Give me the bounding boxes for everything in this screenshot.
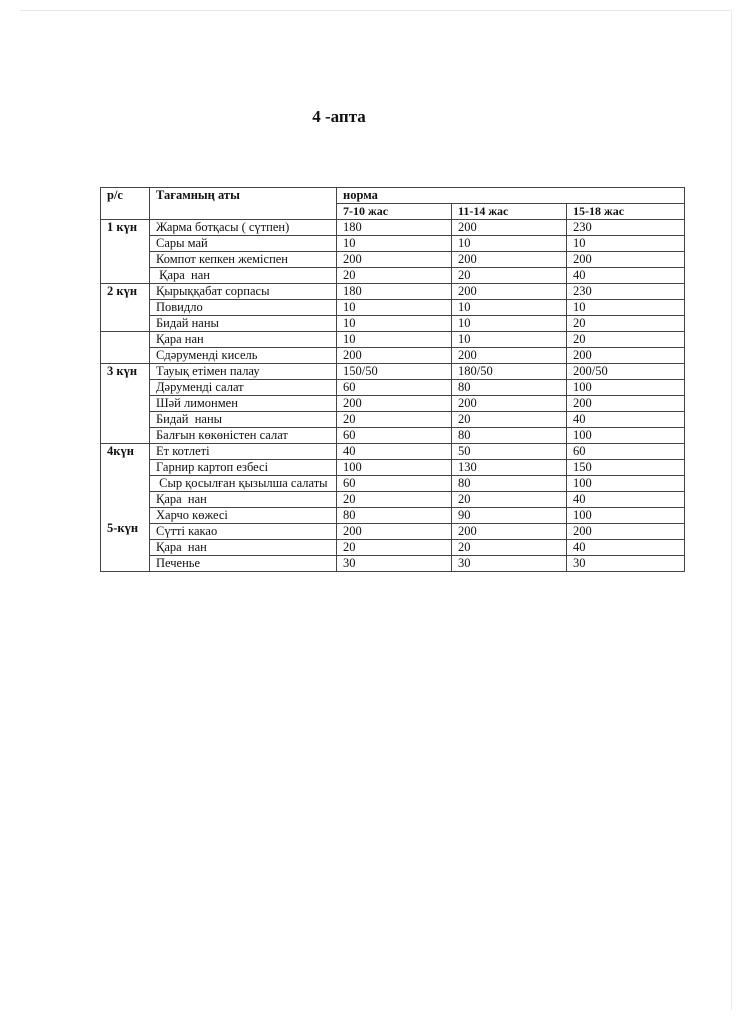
table-row bbox=[101, 444, 685, 460]
norm-value: 40 bbox=[567, 268, 685, 284]
table-row bbox=[101, 236, 685, 252]
norm-value: 200 bbox=[567, 348, 685, 364]
day-cell bbox=[101, 220, 150, 284]
norm-value: 20 bbox=[452, 492, 567, 508]
norm-value: 230 bbox=[567, 284, 685, 300]
norm-value: 20 bbox=[452, 540, 567, 556]
dish-name: Компот кепкен жемiспен bbox=[150, 252, 337, 268]
norm-value: 20 bbox=[337, 412, 452, 428]
table-row bbox=[101, 476, 685, 492]
norm-value: 10 bbox=[337, 300, 452, 316]
norm-value: 10 bbox=[452, 332, 567, 348]
header-age: 7-10 жас bbox=[337, 204, 452, 220]
norm-value: 10 bbox=[337, 332, 452, 348]
norm-value: 20 bbox=[337, 268, 452, 284]
dish-name: Сдәрумендi кисель bbox=[150, 348, 337, 364]
norm-value: 80 bbox=[452, 428, 567, 444]
norm-value: 100 bbox=[567, 380, 685, 396]
norm-value: 200 bbox=[452, 524, 567, 540]
dish-name: Қара нан bbox=[150, 332, 337, 348]
norm-value: 40 bbox=[567, 540, 685, 556]
dish-name: Қырыққабат сорпасы bbox=[150, 284, 337, 300]
header-age: 11-14 жас bbox=[452, 204, 567, 220]
norm-value: 50 bbox=[452, 444, 567, 460]
norm-value: 80 bbox=[452, 476, 567, 492]
dish-name: Сыр қосылған қызылша салаты bbox=[150, 476, 337, 492]
dish-name: Гарнир картоп езбесi bbox=[150, 460, 337, 476]
table-row bbox=[101, 412, 685, 428]
norm-value: 200 bbox=[567, 524, 685, 540]
table-row bbox=[101, 284, 685, 300]
dish-name: Бидай наны bbox=[150, 412, 337, 428]
norm-value: 80 bbox=[337, 508, 452, 524]
menu-table bbox=[100, 187, 685, 572]
norm-value: 200 bbox=[337, 348, 452, 364]
day-label: 4күн bbox=[107, 444, 134, 458]
norm-value: 40 bbox=[337, 444, 452, 460]
norm-value: 20 bbox=[567, 316, 685, 332]
day-label: 5-күн bbox=[107, 521, 139, 535]
table-row bbox=[101, 524, 685, 540]
dish-name: Тауық етiмен палау bbox=[150, 364, 337, 380]
norm-value: 20 bbox=[452, 412, 567, 428]
dish-name: Печенье bbox=[150, 556, 337, 572]
table-row bbox=[101, 492, 685, 508]
day-cell bbox=[101, 332, 150, 364]
norm-value: 80 bbox=[452, 380, 567, 396]
norm-value: 30 bbox=[452, 556, 567, 572]
norm-value: 40 bbox=[567, 492, 685, 508]
day-label: 2 күн bbox=[107, 284, 138, 298]
dish-name: Қара нан bbox=[150, 268, 337, 284]
norm-value: 10 bbox=[452, 236, 567, 252]
norm-value: 130 bbox=[452, 460, 567, 476]
norm-value: 200/50 bbox=[567, 364, 685, 380]
norm-value: 60 bbox=[567, 444, 685, 460]
norm-value: 150/50 bbox=[337, 364, 452, 380]
norm-value: 100 bbox=[337, 460, 452, 476]
dish-name: Повидло bbox=[150, 300, 337, 316]
day-cell bbox=[101, 364, 150, 444]
dish-name: Бидай наны bbox=[150, 316, 337, 332]
norm-value: 30 bbox=[337, 556, 452, 572]
norm-value: 10 bbox=[337, 236, 452, 252]
menu-body bbox=[101, 220, 685, 572]
dish-name: Сары май bbox=[150, 236, 337, 252]
table-row bbox=[101, 508, 685, 524]
dish-name: Харчо көжесi bbox=[150, 508, 337, 524]
table-row bbox=[101, 268, 685, 284]
norm-value: 20 bbox=[452, 268, 567, 284]
norm-value: 10 bbox=[337, 316, 452, 332]
table-row bbox=[101, 364, 685, 380]
table-row bbox=[101, 540, 685, 556]
dish-name: Жарма ботқасы ( сүтпен) bbox=[150, 220, 337, 236]
page-edge-top bbox=[20, 10, 730, 11]
table-row bbox=[101, 220, 685, 236]
table-row bbox=[101, 396, 685, 412]
norm-value: 60 bbox=[337, 428, 452, 444]
header-dish-name: Тағамның аты bbox=[150, 188, 337, 220]
norm-value: 200 bbox=[452, 396, 567, 412]
norm-value: 150 bbox=[567, 460, 685, 476]
norm-value: 200 bbox=[452, 348, 567, 364]
table-row bbox=[101, 348, 685, 364]
norm-value: 180 bbox=[337, 284, 452, 300]
norm-value: 40 bbox=[567, 412, 685, 428]
norm-value: 100 bbox=[567, 428, 685, 444]
dish-name: Дәрумендi салат bbox=[150, 380, 337, 396]
norm-value: 200 bbox=[337, 396, 452, 412]
dish-name: Сүттi какао bbox=[150, 524, 337, 540]
norm-value: 200 bbox=[567, 396, 685, 412]
table-row bbox=[101, 460, 685, 476]
norm-value: 180/50 bbox=[452, 364, 567, 380]
day-cell bbox=[101, 444, 150, 572]
norm-value: 200 bbox=[452, 220, 567, 236]
day-label: 3 күн bbox=[107, 364, 138, 378]
norm-value: 20 bbox=[567, 332, 685, 348]
norm-value: 20 bbox=[337, 492, 452, 508]
header-rs: р/с bbox=[101, 188, 150, 220]
table-row bbox=[101, 252, 685, 268]
table-row bbox=[101, 316, 685, 332]
dish-name: Қара нан bbox=[150, 540, 337, 556]
table-row bbox=[101, 428, 685, 444]
norm-value: 60 bbox=[337, 476, 452, 492]
day-label: 1 күн bbox=[107, 220, 138, 234]
norm-value: 10 bbox=[452, 316, 567, 332]
norm-value: 60 bbox=[337, 380, 452, 396]
norm-value: 10 bbox=[567, 236, 685, 252]
dish-name: Балғын көкөнiстен салат bbox=[150, 428, 337, 444]
table-row bbox=[101, 556, 685, 572]
norm-value: 200 bbox=[567, 252, 685, 268]
header-row bbox=[101, 188, 685, 204]
header-age: 15-18 жас bbox=[567, 204, 685, 220]
norm-value: 180 bbox=[337, 220, 452, 236]
table-row bbox=[101, 300, 685, 316]
norm-value: 90 bbox=[452, 508, 567, 524]
day-cell bbox=[101, 284, 150, 332]
norm-value: 200 bbox=[452, 284, 567, 300]
norm-value: 200 bbox=[452, 252, 567, 268]
page-edge-right bbox=[731, 10, 732, 1010]
dish-name: Шәй лимонмен bbox=[150, 396, 337, 412]
table-row bbox=[101, 332, 685, 348]
norm-value: 10 bbox=[567, 300, 685, 316]
norm-value: 30 bbox=[567, 556, 685, 572]
dish-name: Қара нан bbox=[150, 492, 337, 508]
header-norma: норма bbox=[337, 188, 685, 204]
norm-value: 100 bbox=[567, 508, 685, 524]
dish-name: Ет котлетi bbox=[150, 444, 337, 460]
norm-value: 200 bbox=[337, 524, 452, 540]
norm-value: 100 bbox=[567, 476, 685, 492]
norm-value: 20 bbox=[337, 540, 452, 556]
norm-value: 200 bbox=[337, 252, 452, 268]
norm-value: 10 bbox=[452, 300, 567, 316]
page-title: 4 -апта bbox=[312, 107, 366, 126]
table-row bbox=[101, 380, 685, 396]
norm-value: 230 bbox=[567, 220, 685, 236]
day-label-spacer bbox=[107, 458, 145, 521]
